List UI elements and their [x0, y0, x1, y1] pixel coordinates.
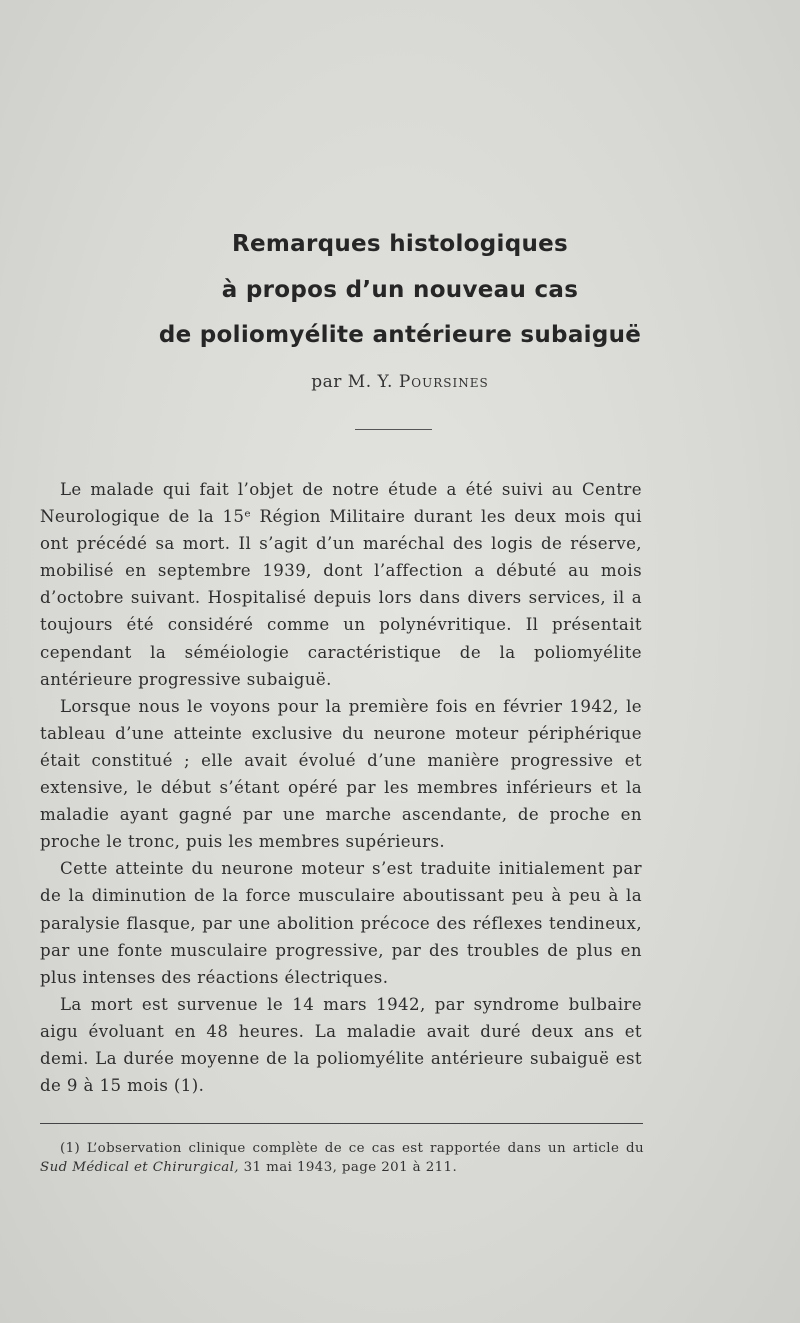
paragraph-2: Lorsque nous le voyons pour la première fois en février 1942, le tableau d’une atteinte exclusive du neurone moteur périphérique était constitué ; elle avait évolué d’une manière progressive et extensive, le début s’étant opéré par les membres inférieurs et la maladie ayant gagné par une marche ascendante, de proche en proche le tronc, puis les membres supérieurs.: [40, 696, 642, 852]
title-separator-rule: [355, 429, 432, 430]
title-line-3: de poliomyélite antérieure subaiguë: [158, 322, 642, 348]
title-line-1: Remarques histologiques: [231, 231, 569, 257]
author-line: [0, 372, 800, 392]
footnote: [40, 1139, 644, 1177]
title-line-2: à propos d’un nouveau cas: [221, 277, 579, 303]
author-name: Poursines: [398, 372, 489, 392]
paragraph-4: La mort est survenue le 14 mars 1942, par syndrome bulbaire aigu évoluant en 48 heures. La maladie avait duré deux ans et demi. La durée moyenne de la poliomyélite antérieure subaiguë est de 9 à 15 mois (1).: [40, 994, 642, 1096]
author-prefix: par M. Y.: [311, 372, 393, 392]
footnote-journal: Sud Médical et Chirurgical,: [40, 1160, 239, 1175]
footnote-separator-rule: [40, 1123, 643, 1124]
article-body: [40, 476, 642, 1099]
paragraph-3: Cette atteinte du neurone moteur s’est traduite initialement par de la diminution de la force musculaire aboutissant peu à peu à la paralysie flasque, par une abolition précoce des réflexes tendineux, par une fonte musculaire progressive, par des troubles de plus en plus intenses des réactions électriques.: [40, 859, 642, 987]
footnote-suffix: 31 mai 1943, page 201 à 211.: [238, 1160, 458, 1175]
paragraph-1: Le malade qui fait l’objet de notre étude a été suivi au Centre Neurologique de la 15ᵉ Région Militaire durant les deux mois qui ont précédé sa mort. Il s’agit d’un maréchal des logis de réserve, mobilisé en septembre 1939, dont l’affection a débuté au mois d’octobre suivant. Hospitalisé depuis lors dans divers services, il a toujours été considéré comme un polynévritique. Il présentait cependant la séméiologie caractéristique de la poliomyélite antérieure progressive subaiguë.: [40, 480, 642, 689]
footnote-prefix: (1) L’observation clinique complète de ce cas est rapportée dans un article du: [60, 1141, 644, 1156]
